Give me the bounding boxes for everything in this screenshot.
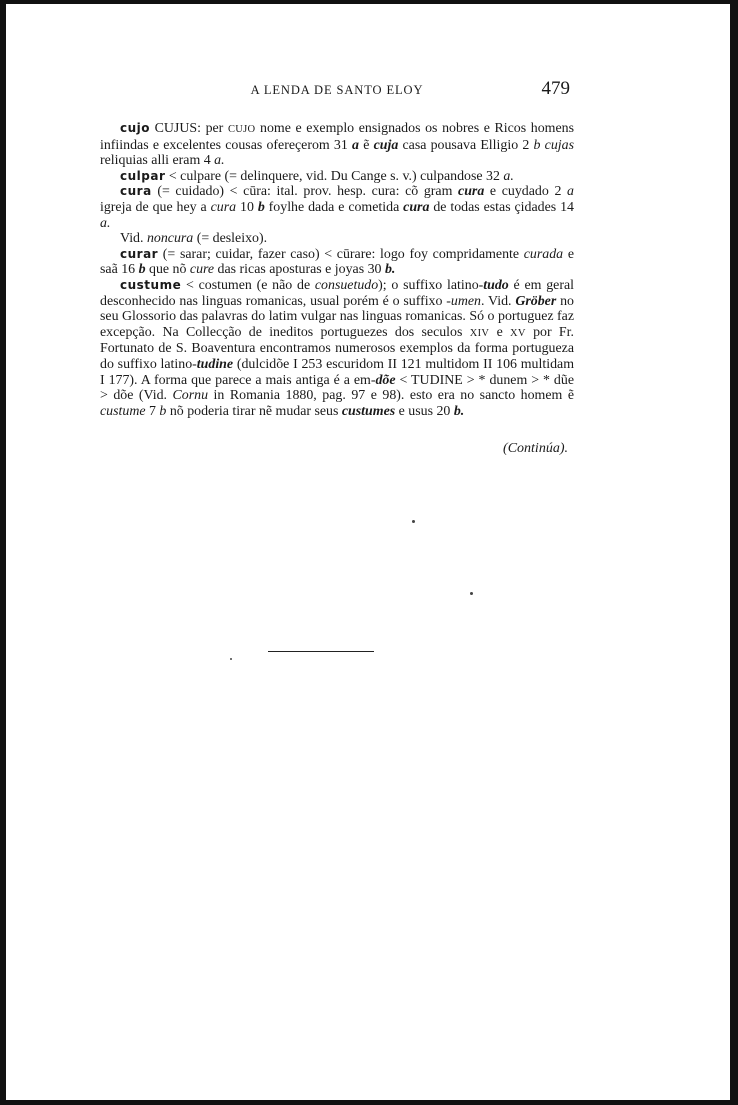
- entry-text-segment: igreja de que hey a: [100, 199, 211, 215]
- glossary-entry: [100, 121, 574, 169]
- entry-text-segment: e: [489, 324, 511, 340]
- entry-text-segment: b: [159, 403, 167, 419]
- entry-text-segment: b: [138, 262, 146, 278]
- entry-headword: cujo: [120, 121, 151, 135]
- entry-headword: curar: [120, 246, 159, 261]
- page-number: 479: [541, 78, 570, 99]
- entry-text-segment: Vid.: [120, 231, 147, 247]
- entry-text-segment: e saã 16: [100, 246, 574, 278]
- entry-text-segment: dõe: [375, 372, 396, 388]
- entry-text-segment: nõ poderia tirar nẽ mudar seus: [166, 403, 342, 419]
- continued-note: (Continúa).: [503, 441, 568, 457]
- entry-text-segment: b.: [384, 262, 396, 278]
- print-speck: [470, 592, 473, 595]
- entry-text-segment: que nõ: [145, 262, 190, 278]
- running-header: [100, 78, 574, 106]
- entry-text-segment: e usus 20: [395, 403, 454, 419]
- entry-text-segment: cura: [403, 199, 430, 215]
- entry-text-segment: a: [352, 137, 359, 153]
- entry-text-segment: (= desleixo).: [193, 231, 268, 247]
- entry-text-segment: Gröber: [515, 293, 557, 309]
- entry-text-segment: cuja: [373, 137, 399, 153]
- entry-text-segment: a.: [100, 215, 111, 231]
- glossary-entries: [100, 121, 574, 419]
- entry-text-segment: b.: [453, 403, 465, 419]
- entry-text-segment: b: [257, 199, 265, 215]
- entry-text-segment: (dulcidõe I 253 escuridom II 121 multidom II 106 multidam I 177). A forma que parece a mais antiga é a em-: [100, 356, 574, 388]
- entry-text-segment: b cujas: [533, 137, 574, 153]
- entry-text-segment: cura: [458, 184, 485, 200]
- end-rule: [268, 651, 374, 652]
- entry-text-segment: ); o suffixo latino-: [378, 277, 484, 293]
- entry-text-segment: cure: [189, 262, 215, 278]
- glossary-entry: [100, 278, 574, 419]
- entry-text-segment: < costumen (e não de: [181, 277, 315, 293]
- entry-text-segment: (= cuidado) < cūra: ital. prov. hesp. cura: cõ gram: [151, 184, 459, 200]
- entry-text-segment: de todas estas çidades 14: [429, 199, 574, 215]
- entry-text-segment: a.: [214, 153, 225, 169]
- entry-text-segment: reliquias alli eram 4: [100, 153, 215, 169]
- entry-text-segment: ẽ: [358, 137, 374, 153]
- glossary-entry: [100, 169, 574, 185]
- entry-text-segment: curada: [523, 246, 564, 262]
- entry-text-segment: -umen: [446, 293, 481, 309]
- entry-text-segment: in Romania 1880, pag. 97 e 98). esto era no sancto homem ẽ: [208, 388, 574, 404]
- print-speck: [412, 520, 415, 523]
- entry-text-segment: < TUDINE > * dunem > * dũe > dõe (Vid.: [100, 372, 574, 404]
- entry-text-segment: noncura: [146, 231, 194, 247]
- entry-text-segment: CUJUS: per: [150, 121, 228, 136]
- entry-text-segment: é em geral desconhecido nas linguas romanicas, usual porém é o suffixo: [100, 277, 574, 309]
- entry-text-segment: foylhe dada e cometida: [264, 199, 404, 215]
- entry-text-segment: cura: [210, 199, 237, 215]
- entry-text-segment: tudo: [483, 277, 509, 293]
- entry-headword: culpar: [120, 168, 166, 183]
- entry-text-segment: 10: [236, 199, 258, 215]
- entry-text-segment: e cuydado 2: [484, 184, 568, 200]
- entry-text-segment: a.: [503, 168, 514, 184]
- entry-headword: cura: [120, 184, 152, 199]
- entry-text-segment: XV: [510, 327, 526, 339]
- entry-text-segment: nome e exemplo ensignados os nobres e Ricos homens infiindas e excelentes cousas ofereçerom 31: [100, 121, 574, 153]
- entry-text-segment: CUJO: [227, 124, 256, 135]
- entry-text-segment: consuetudo: [314, 277, 379, 293]
- entry-text-segment: . Vid.: [481, 293, 516, 309]
- entry-text-segment: custumes: [341, 403, 396, 419]
- running-title: A LENDA DE SANTO ELOY: [250, 83, 424, 97]
- document-page: [100, 78, 574, 457]
- glossary-entry: [100, 247, 574, 278]
- entry-headword: custume: [120, 277, 182, 292]
- entry-text-segment: tudine: [196, 356, 234, 372]
- entry-text-segment: Cornu: [172, 388, 209, 404]
- glossary-entry: [100, 184, 574, 231]
- entry-text-segment: por Fr. Fortunato de S. Boaventura encontramos numerosos exemplos da forma portugueza do suffixo latino-: [100, 324, 574, 372]
- entry-text-segment: a: [567, 184, 574, 200]
- entry-text-segment: das ricas aposturas e joyas 30: [214, 262, 385, 278]
- entry-text-segment: (= sarar; cuidar, fazer caso) < cūrare: logo foy compridamente: [158, 246, 524, 262]
- entry-text-segment: casa pousava Elligio 2: [398, 137, 534, 153]
- entry-text-segment: < culpare (= delinquere, vid. Du Cange s. v.) culpandose 32: [165, 168, 504, 184]
- entry-text-segment: custume: [100, 403, 146, 419]
- entry-text-segment: no seu Glossorio das palavras do latim vulgar nas linguas romanicas. Só o portuguez faz excepção. Na Collecção de ineditos portuguezes dos seculos: [100, 293, 574, 340]
- entry-text-segment: XIV: [469, 327, 490, 339]
- entry-text-segment: 7: [145, 403, 160, 419]
- glossary-entry: [100, 231, 574, 247]
- print-speck: [230, 658, 232, 660]
